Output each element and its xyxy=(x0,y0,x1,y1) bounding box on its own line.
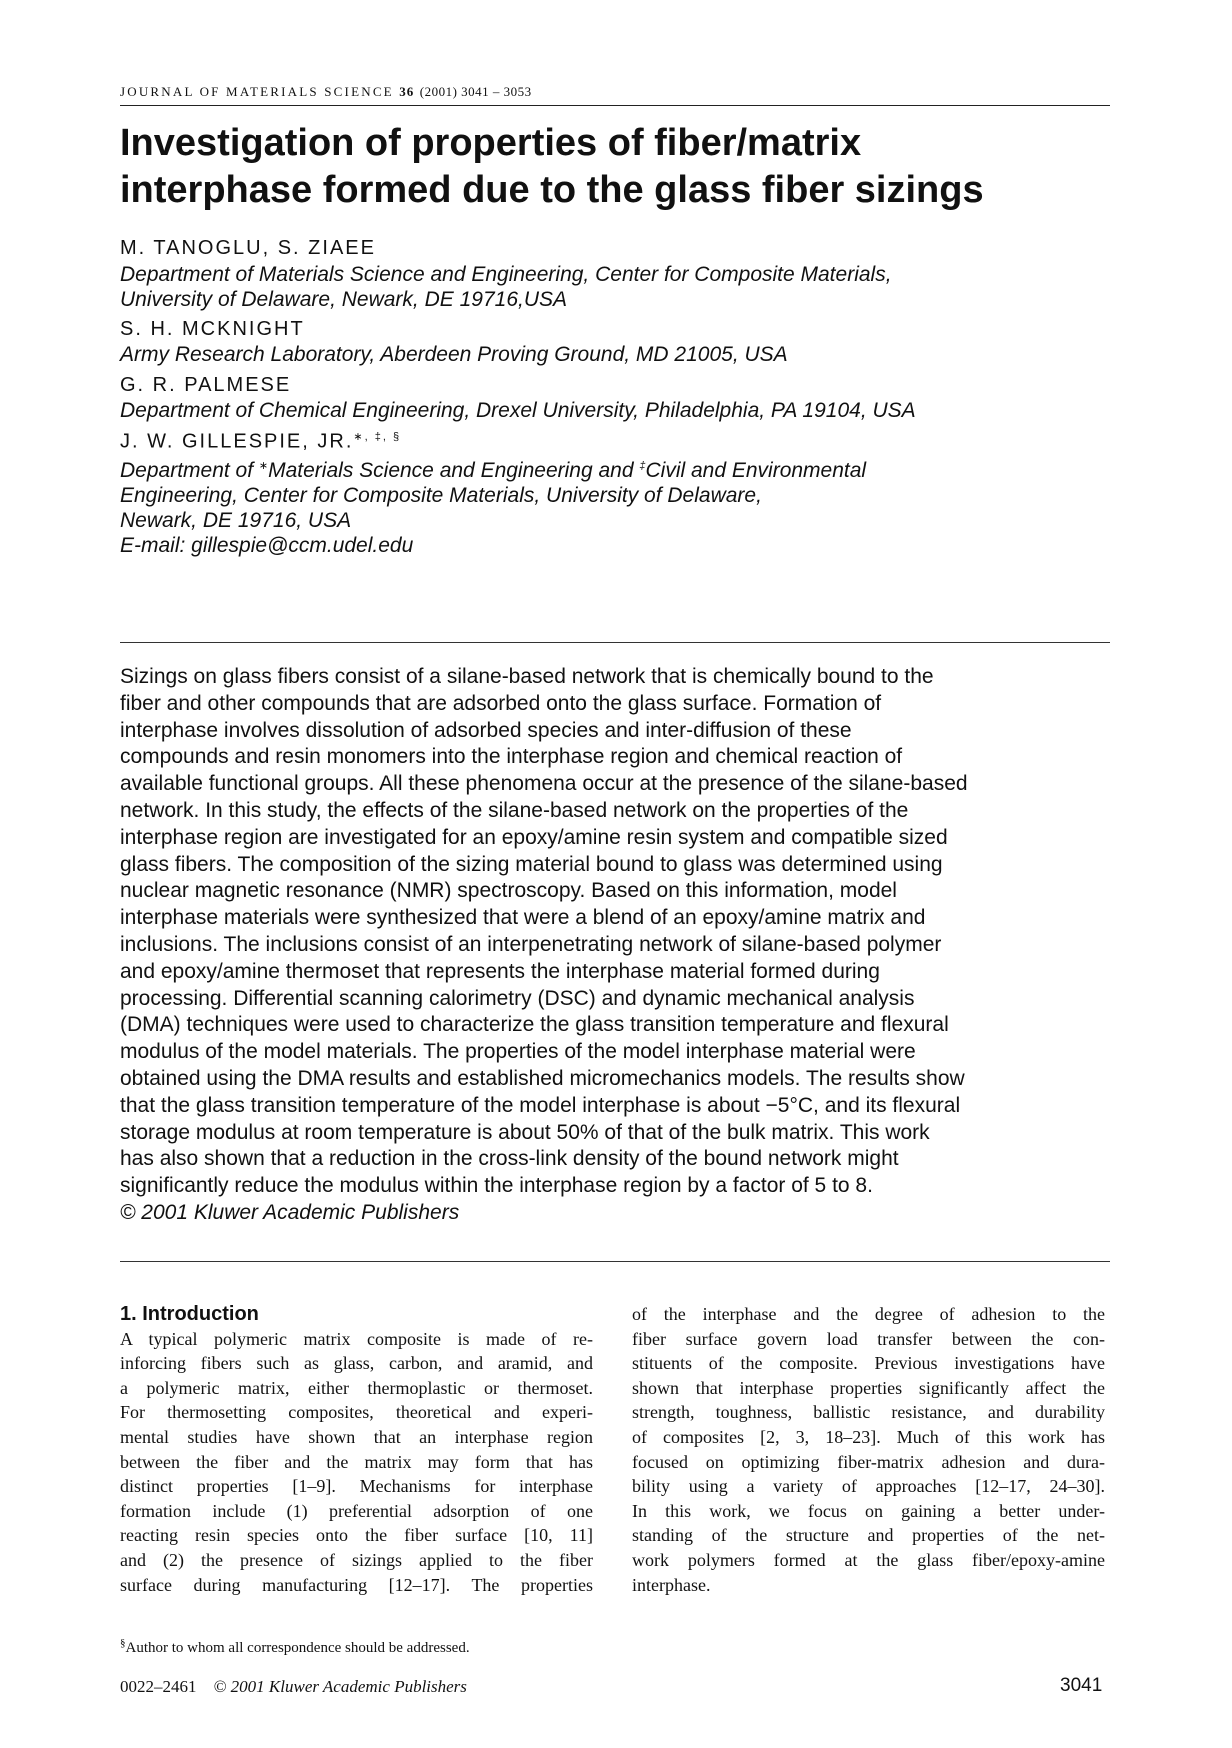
abstract-line: (DMA) techniques were used to characterize the glass transition temperature and flexural xyxy=(120,1013,949,1037)
body-line: For thermosetting composites, theoretical and experi- xyxy=(120,1402,593,1423)
footnote-text: Author to whom all correspondence should be addressed. xyxy=(125,1640,470,1656)
abstract-line: interphase materials were synthesized that were a blend of an epoxy/amine matrix and xyxy=(120,906,926,930)
author-palmese: G. R. PALMESE xyxy=(120,374,292,396)
journal-name: JOURNAL OF MATERIALS SCIENCE xyxy=(120,84,394,99)
journal-volume: 36 xyxy=(399,84,415,99)
abstract-line: inclusions. The inclusions consist of an interpenetrating network of silane-based polymer xyxy=(120,932,942,956)
header-rule xyxy=(120,105,1110,106)
intro-right-column xyxy=(632,1302,1105,1597)
body-line: distinct properties [1–9]. Mechanisms for interphase xyxy=(120,1476,593,1497)
journal-year-pages: (2001) 3041 – 3053 xyxy=(419,84,532,99)
abstract-line: glass fibers. The composition of the sizing material bound to glass was determined using xyxy=(120,852,943,876)
author-gillespie xyxy=(120,430,401,454)
abstract-line: obtained using the DMA results and established micromechanics models. The results show xyxy=(120,1066,965,1090)
body-line: reacting resin species onto the fiber surface [10, 11] xyxy=(120,1525,593,1546)
body-line: interphase. xyxy=(632,1574,711,1595)
affiliation-udel: Department of Materials Science and Engineering, Center for Composite Materials, University of Delaware, Newark, DE 19716,USA xyxy=(120,263,892,311)
affiliation-gillespie: Department of ∗Materials Science and Engineering and ‡Civil and Environmental Engineering, Center for Composite Materials, University of Delaware, Newark, DE 19716, USA E-mail: gillespie@ccm.udel.edu xyxy=(120,459,867,557)
footnote xyxy=(120,1637,470,1657)
body-line: a polymeric matrix, either thermoplastic or thermoset. xyxy=(120,1377,593,1398)
intro-heading: 1. Introduction xyxy=(120,1303,259,1325)
body-line: of composites [2, 3, 18–23]. Much of this work has xyxy=(632,1426,1105,1447)
abstract xyxy=(120,664,1110,1227)
abstract-line: has also shown that a reduction in the cross-link density of the bound network might xyxy=(120,1147,899,1171)
journal-header xyxy=(120,84,532,100)
body-line: focused on optimizing fiber-matrix adhesion and dura- xyxy=(632,1451,1105,1472)
author-tanoglu-ziaee: M. TANOGLU, S. ZIAEE xyxy=(120,237,376,259)
body-line: surface during manufacturing [12–17]. The properties xyxy=(120,1574,593,1595)
abstract-line: interphase involves dissolution of adsorbed species and inter-diffusion of these xyxy=(120,718,852,742)
body-line: formation include (1) preferential adsorption of one xyxy=(120,1500,593,1521)
body-line: between the fiber and the matrix may form that has xyxy=(120,1451,593,1472)
author-mcknight: S. H. MCKNIGHT xyxy=(120,318,305,340)
body-line: fiber surface govern load transfer between the con- xyxy=(632,1328,1105,1349)
page-number: 3041 xyxy=(1060,1675,1103,1696)
abstract-copyright: © 2001 Kluwer Academic Publishers xyxy=(120,1200,460,1224)
body-line: shown that interphase properties significantly affect the xyxy=(632,1377,1105,1398)
intro-left-column xyxy=(120,1302,593,1597)
body-line: bility using a variety of approaches [12–17, 24–30]. xyxy=(632,1476,1105,1497)
body-line: inforcing fibers such as glass, carbon, and aramid, and xyxy=(120,1353,593,1374)
abstract-line: interphase region are investigated for an epoxy/amine resin system and compatible sized xyxy=(120,825,948,849)
abstract-line: that the glass transition temperature of the model interphase is about −5°C, and its flexural xyxy=(120,1093,961,1117)
abstract-line: compounds and resin monomers into the interphase region and chemical reaction of xyxy=(120,745,903,769)
abstract-line: processing. Differential scanning calorimetry (DSC) and dynamic mechanical analysis xyxy=(120,986,915,1010)
abstract-top-rule xyxy=(120,642,1110,643)
title-line-2: interphase formed due to the glass fiber sizings xyxy=(120,169,984,211)
body-line: A typical polymeric matrix composite is made of re- xyxy=(120,1328,593,1349)
author-email: E-mail: gillespie@ccm.udel.edu xyxy=(120,534,414,557)
footer-copyright: © 2001 Kluwer Academic Publishers xyxy=(213,1677,467,1696)
abstract-line: nuclear magnetic resonance (NMR) spectroscopy. Based on this information, model xyxy=(120,879,897,903)
affiliation-arl: Army Research Laboratory, Aberdeen Proving Ground, MD 21005, USA xyxy=(120,343,788,366)
abstract-line: Sizings on glass fibers consist of a silane-based network that is chemically bound to the xyxy=(120,665,934,688)
author-gillespie-marks: ∗, ‡, § xyxy=(353,431,402,443)
abstract-line: fiber and other compounds that are adsorbed onto the glass surface. Formation of xyxy=(120,691,882,715)
paper-title xyxy=(120,120,1120,214)
body-line: of the interphase and the degree of adhesion to the xyxy=(632,1304,1105,1324)
footer-left xyxy=(120,1677,467,1697)
abstract-line: network. In this study, the effects of the silane-based network on the properties of the xyxy=(120,798,909,822)
abstract-line: and epoxy/amine thermoset that represents the interphase material formed during xyxy=(120,959,880,983)
title-line-1: Investigation of properties of fiber/matrix xyxy=(120,122,862,164)
abstract-bottom-rule xyxy=(120,1261,1110,1262)
issn: 0022–2461 xyxy=(120,1677,197,1696)
body-line: stituents of the composite. Previous investigations have xyxy=(632,1353,1105,1374)
body-line: mental studies have shown that an interphase region xyxy=(120,1426,593,1447)
abstract-line: storage modulus at room temperature is about 50% of that of the bulk matrix. This work xyxy=(120,1120,930,1144)
body-line: standing of the structure and properties of the net- xyxy=(632,1525,1105,1546)
body-line: strength, toughness, ballistic resistance, and durability xyxy=(632,1402,1105,1423)
body-line: work polymers formed at the glass fiber/epoxy-amine xyxy=(632,1549,1105,1570)
affiliation-drexel: Department of Chemical Engineering, Drexel University, Philadelphia, PA 19104, USA xyxy=(120,399,916,422)
abstract-line: modulus of the model materials. The properties of the model interphase material were xyxy=(120,1040,916,1064)
author-gillespie-name: J. W. GILLESPIE, JR. xyxy=(120,430,354,453)
footnote-mark: § xyxy=(120,1637,126,1649)
body-line: In this work, we focus on gaining a better under- xyxy=(632,1500,1105,1521)
body-line: and (2) the presence of sizings applied to the fiber xyxy=(120,1549,593,1570)
abstract-line: available functional groups. All these phenomena occur at the presence of the silane-based xyxy=(120,772,968,796)
abstract-line: significantly reduce the modulus within the interphase region by a factor of 5 to 8. xyxy=(120,1174,873,1198)
